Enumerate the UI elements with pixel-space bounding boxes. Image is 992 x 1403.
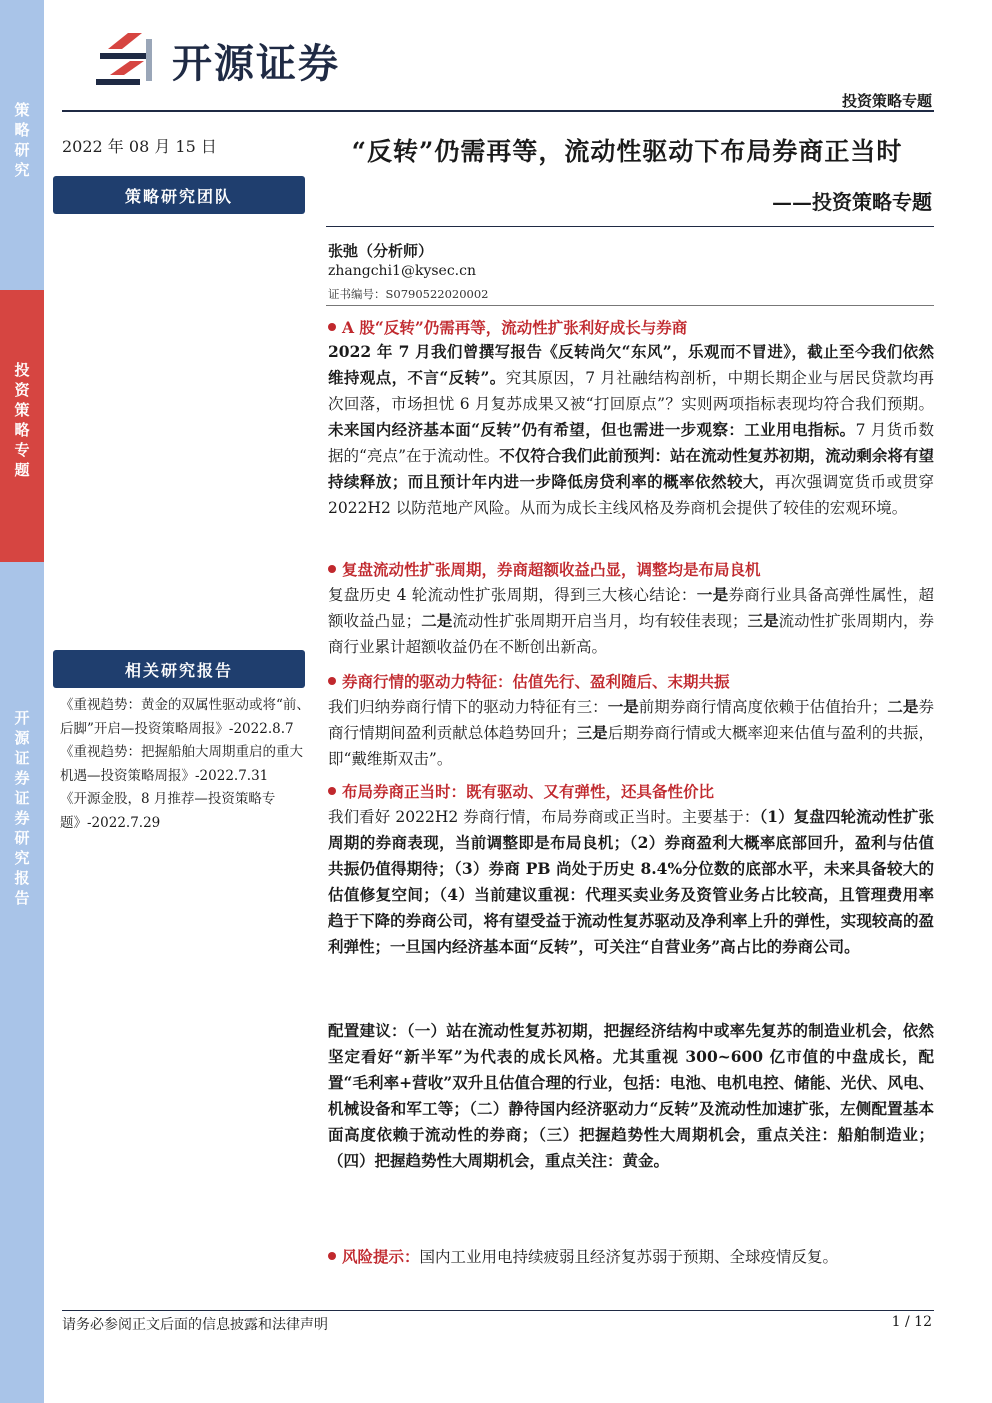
side-label-bottom: 开源证券证券研究报告 — [14, 709, 30, 907]
related-reports-header: 相关研究报告 — [53, 650, 305, 688]
bullet-icon — [328, 1252, 336, 1260]
page-number: 1 / 12 — [891, 1314, 932, 1330]
related-report-item[interactable]: 《重视趋势：把握船舶大周期重启的重大机遇—投资策略周报》-2022.7.31 — [60, 744, 303, 784]
config-suggestion: 配置建议：（一）站在流动性复苏初期，把握经济结构中或率先复苏的制造业机会，依然坚定看好“新半军”为代表的成长风格。尤其重视 300~600 亿市值的中盘成长，配置“毛利率+营收”双升且估值合理的行业，包括：电池、电机电控、储能、光伏、风电、机械设备和军工等；（二）静待国内经济驱动力“反转”及流动性加速扩张，左侧配置基本面高度依赖于流动性的券商；（三）把握趋势性大周期机会，重点关注：船舶制造业；（四）把握趋势性大周期机会，重点关注：黄金。 — [328, 1021, 934, 1170]
section-body: 2022 年 7 月我们曾撰写报告《反转尚欠“东风”，乐观而不冒进》，截止至今我们依然维持观点，不言“反转”。究其原因，7 月社融结构剖析，中期长期企业与居民贷款均再次回落，市场担忧 6 月复苏成果又被“打回原点”？实则两项指标表现均符合我们预期。未来国内经济基本面“反转”仍有希望，但也需进一步观察：工业用电指标。7 月货币数据的“亮点”在于流动性。不仅符合我们此前预判：站在流动性复苏初期，流动剩余将有望持续释放；而且预计年内进一步降低房贷利率的概率依然较大，再次强调宽货币或贯穿 2022H2 以防范地产风险。从而为成长主线风格及券商机会提供了较佳的宏观环境。 — [328, 342, 934, 517]
footer-disclaimer: 请务必参阅正文后面的信息披露和法律声明 — [62, 1317, 328, 1333]
section-body: 复盘历史 4 轮流动性扩张周期，得到三大核心结论：一是券商行业具备高弹性属性，超额收益凸显；二是流动性扩张周期开启当月，均有较佳表现；三是流动性扩张周期内，券商行业累计超额收益仍在不断创出新高。 — [328, 585, 934, 656]
section-body: 我们归纳券商行情下的驱动力特征有三：一是前期券商行情高度依赖于估值抬升；二是券商行情期间盈利贡献总体趋势回升；三是后期券商行情或大概率迎来估值与盈利的共振，即“戴维斯双击”。 — [328, 697, 934, 768]
logo-text: 开源证券 — [172, 40, 340, 87]
logo-mark-icon — [90, 31, 160, 89]
bullet-icon — [328, 677, 336, 685]
report-date: 2022 年 08 月 15 日 — [62, 137, 217, 156]
analyst-divider — [326, 305, 934, 306]
side-segment-top — [0, 0, 44, 290]
side-strip — [0, 0, 44, 1403]
title-divider — [326, 226, 934, 227]
section-heading: A 股“反转”仍需再等，流动性扩张利好成长与券商 — [328, 316, 687, 340]
side-segment-middle — [0, 290, 44, 562]
bullet-icon — [328, 787, 336, 795]
report-title: “反转”仍需再等，流动性驱动下布局券商正当时 — [351, 137, 903, 166]
related-report-item[interactable]: 《开源金股，8 月推荐—投资策略专题》-2022.7.29 — [60, 791, 276, 831]
related-reports-list — [60, 694, 310, 835]
header-divider — [62, 110, 934, 112]
side-label-middle: 投资策略专题 — [14, 361, 30, 479]
bullet-icon — [328, 565, 336, 573]
section-body: 我们看好 2022H2 券商行情，布局券商或正当时。主要基于：（1）复盘四轮流动性扩张周期的券商表现，当前调整即是布局良机；（2）券商盈利大概率底部回升，盈利与估值共振仍值得期待；（3）券商 PB 尚处于历史 8.4%分位数的底部水平，未来具备较大的估值修复空间；（4）当前建议重视：代理买卖业务及资管业务占比较高，且管理费用率趋于下降的券商公司，将有望受益于流动性复苏驱动及净利率上升的弹性，实现较高的盈利弹性；一旦国内经济基本面“反转”，可关注“自营业务”高占比的券商公司。 — [328, 807, 934, 956]
risk-warning: 风险提示：国内工业用电持续疲弱且经济复苏弱于预期、全球疫情反复。 — [328, 1244, 934, 1270]
analyst-cert: 证书编号：S0790522020002 — [328, 287, 489, 301]
team-header: 策略研究团队 — [53, 176, 305, 214]
company-logo — [90, 30, 380, 90]
section-heading: 券商行情的驱动力特征：估值先行、盈利随后、末期共振 — [328, 670, 730, 694]
side-segment-bottom — [0, 562, 44, 1403]
side-label-top: 策略研究 — [14, 101, 30, 179]
bullet-icon — [328, 323, 336, 331]
analyst-email[interactable]: zhangchi1@kysec.cn — [328, 263, 476, 279]
section-heading: 布局券商正当时：既有驱动、又有弹性，还具备性价比 — [328, 780, 714, 804]
footer-divider — [62, 1310, 934, 1311]
section-heading: 复盘流动性扩张周期，券商超额收益凸显，调整均是布局良机 — [328, 558, 761, 582]
report-subtitle: ——投资策略专题 — [772, 190, 932, 214]
header-report-type: 投资策略专题 — [841, 92, 932, 110]
related-report-item[interactable]: 《重视趋势：黄金的双属性驱动或将“前、后脚”开启—投资策略周报》-2022.8.7 — [60, 697, 310, 737]
analyst-name: 张弛（分析师） — [328, 242, 434, 260]
